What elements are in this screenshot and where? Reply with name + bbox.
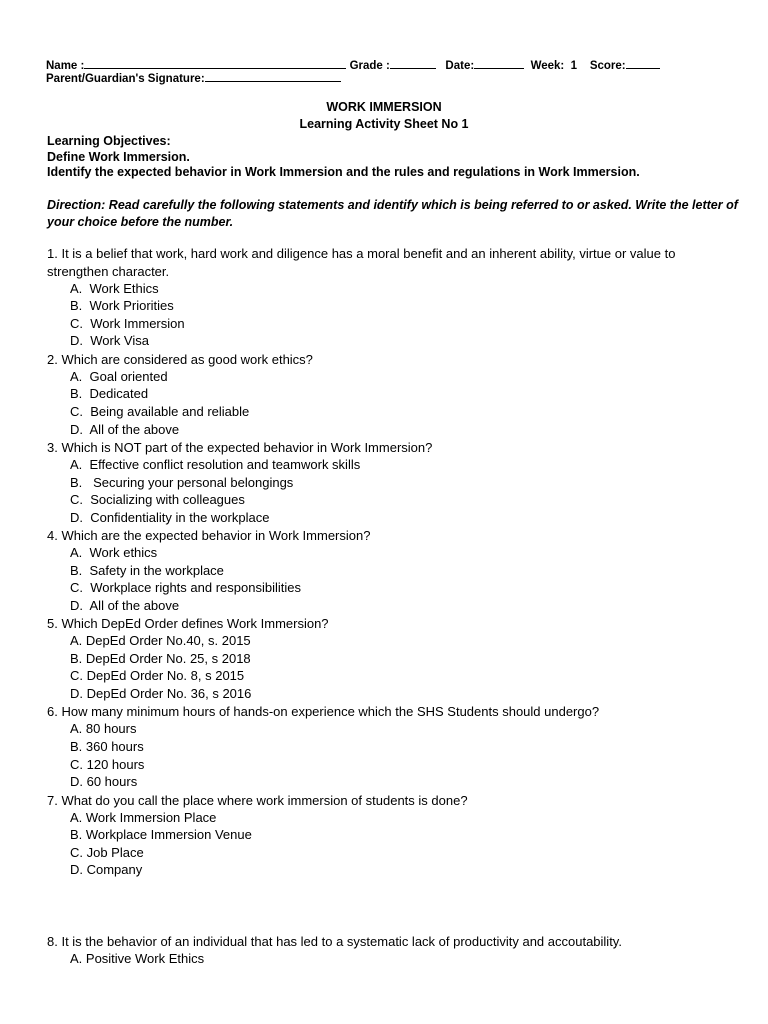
score-blank [626, 58, 660, 69]
option: D. Confidentiality in the workplace [70, 510, 270, 525]
option: D. All of the above [70, 422, 180, 437]
grade-blank [390, 58, 436, 69]
question-2: 2. Which are considered as good work ethics? [47, 352, 313, 367]
objectives-heading: Learning Objectives: [47, 134, 171, 148]
objective-item: Identify the expected behavior in Work Immersion and the rules and regulations in Work Immersion. [47, 165, 640, 179]
option: A. Work Ethics [70, 281, 159, 296]
option: B. Work Priorities [70, 298, 174, 313]
student-info-line [46, 58, 660, 72]
option: A. Positive Work Ethics [70, 951, 205, 966]
option: D. All of the above [70, 598, 180, 613]
option: A. Work ethics [70, 545, 158, 560]
option: B. Dedicated [70, 386, 149, 401]
option: C. 120 hours [70, 757, 145, 772]
option: C. Workplace rights and responsibilities [70, 580, 301, 595]
direction-text: Direction: Read carefully the following statements and identify which is being referred to or asked. Write the letter of your choice before the number. [47, 198, 738, 229]
question-8: 8. It is the behavior of an individual that has led to a systematic lack of productivity and accoutability. [47, 934, 622, 949]
option: A. Effective conflict resolution and teamwork skills [70, 457, 361, 472]
option: B. Securing your personal belongings [70, 475, 294, 490]
name-label: Name : [46, 60, 85, 72]
option: D. 60 hours [70, 774, 138, 789]
option: A. DepEd Order No.40, s. 2015 [70, 633, 251, 648]
question-4: 4. Which are the expected behavior in Work Immersion? [47, 528, 371, 543]
option: D. Company [70, 862, 143, 877]
grade-label: Grade : [349, 60, 390, 72]
objective-item: Define Work Immersion. [47, 150, 190, 164]
date-label: Date: [445, 60, 475, 72]
signature-blank [205, 71, 341, 82]
option: C. Work Immersion [70, 316, 185, 331]
option: A. 80 hours [70, 721, 137, 736]
question-6: 6. How many minimum hours of hands-on experience which the SHS Students should undergo? [47, 704, 600, 719]
option: D. DepEd Order No. 36, s 2016 [70, 686, 252, 701]
option: A. Goal oriented [70, 369, 168, 384]
option: C. Job Place [70, 845, 144, 860]
name-blank [84, 58, 346, 69]
week-value: 1 [570, 60, 578, 72]
option: B. 360 hours [70, 739, 144, 754]
date-blank [474, 58, 524, 69]
question-3: 3. Which is NOT part of the expected behavior in Work Immersion? [47, 440, 433, 455]
option: C. DepEd Order No. 8, s 2015 [70, 668, 245, 683]
worksheet-title: WORK IMMERSION [326, 100, 442, 114]
option: B. Safety in the workplace [70, 563, 224, 578]
question-5: 5. Which DepEd Order defines Work Immersion? [47, 616, 329, 631]
score-label: Score: [589, 60, 626, 72]
option: A. Work Immersion Place [70, 810, 217, 825]
option: B. Workplace Immersion Venue [70, 827, 252, 842]
option: B. DepEd Order No. 25, s 2018 [70, 651, 251, 666]
question-7: 7. What do you call the place where work immersion of students is done? [47, 793, 468, 808]
option: D. Work Visa [70, 333, 149, 348]
week-label: Week: [530, 60, 565, 72]
worksheet-subtitle: Learning Activity Sheet No 1 [299, 117, 469, 131]
option: C. Being available and reliable [70, 404, 250, 419]
signature-line [46, 71, 341, 85]
signature-label: Parent/Guardian's Signature: [46, 73, 205, 85]
question-1: 1. It is a belief that work, hard work and diligence has a moral benefit and an inherent ability, virtue or value to strengthen character. [47, 246, 676, 279]
option: C. Socializing with colleagues [70, 492, 245, 507]
